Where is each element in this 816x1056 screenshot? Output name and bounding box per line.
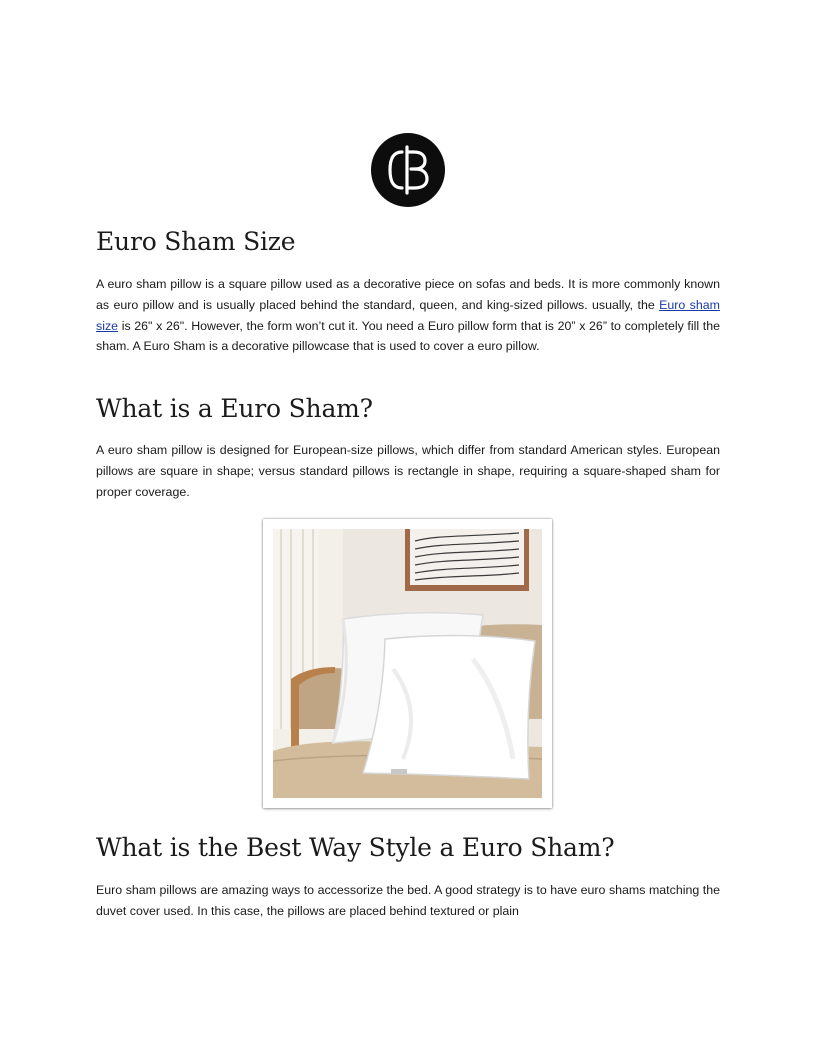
section-paragraph-euro-sham-size	[96, 274, 720, 357]
section-heading-what-is-euro-sham: What is a Euro Sham?	[96, 394, 373, 423]
section-heading-best-way-style: What is the Best Way Style a Euro Sham?	[96, 833, 615, 862]
paragraph-text: is 26" x 26". However, the form won’t cut it. You need a Euro pillow form that is 20” x 26” to completely fill the sham. A Euro Sham is a decorative pillowcase that is used to cover a euro pillow.	[96, 318, 720, 354]
section-heading-euro-sham-size: Euro Sham Size	[96, 227, 296, 256]
euro-sham-size-link[interactable]: Euro sham size	[96, 297, 720, 333]
pillow-photo	[263, 519, 552, 808]
section-paragraph-best-way-style: Euro sham pillows are amazing ways to accessorize the bed. A good strategy is to have euro shams matching the duvet cover used. In this case, the pillows are placed behind textured or plain	[96, 883, 720, 918]
euro-pillows-image	[273, 529, 542, 798]
monogram-icon	[371, 133, 445, 207]
paragraph-text: A euro sham pillow is a square pillow used as a decorative piece on sofas and beds. It is more commonly known as euro pillow and is usually placed behind the standard, queen, and king-sized pillows. usually, the	[96, 277, 720, 312]
section-paragraph-what-is-euro-sham: A euro sham pillow is designed for European-size pillows, which differ from standard American styles. European pillows are square in shape; versus standard pillows is rectangle in shape, requiring a square-shaped sham for proper coverage.	[96, 443, 720, 499]
brand-logo	[371, 133, 445, 207]
